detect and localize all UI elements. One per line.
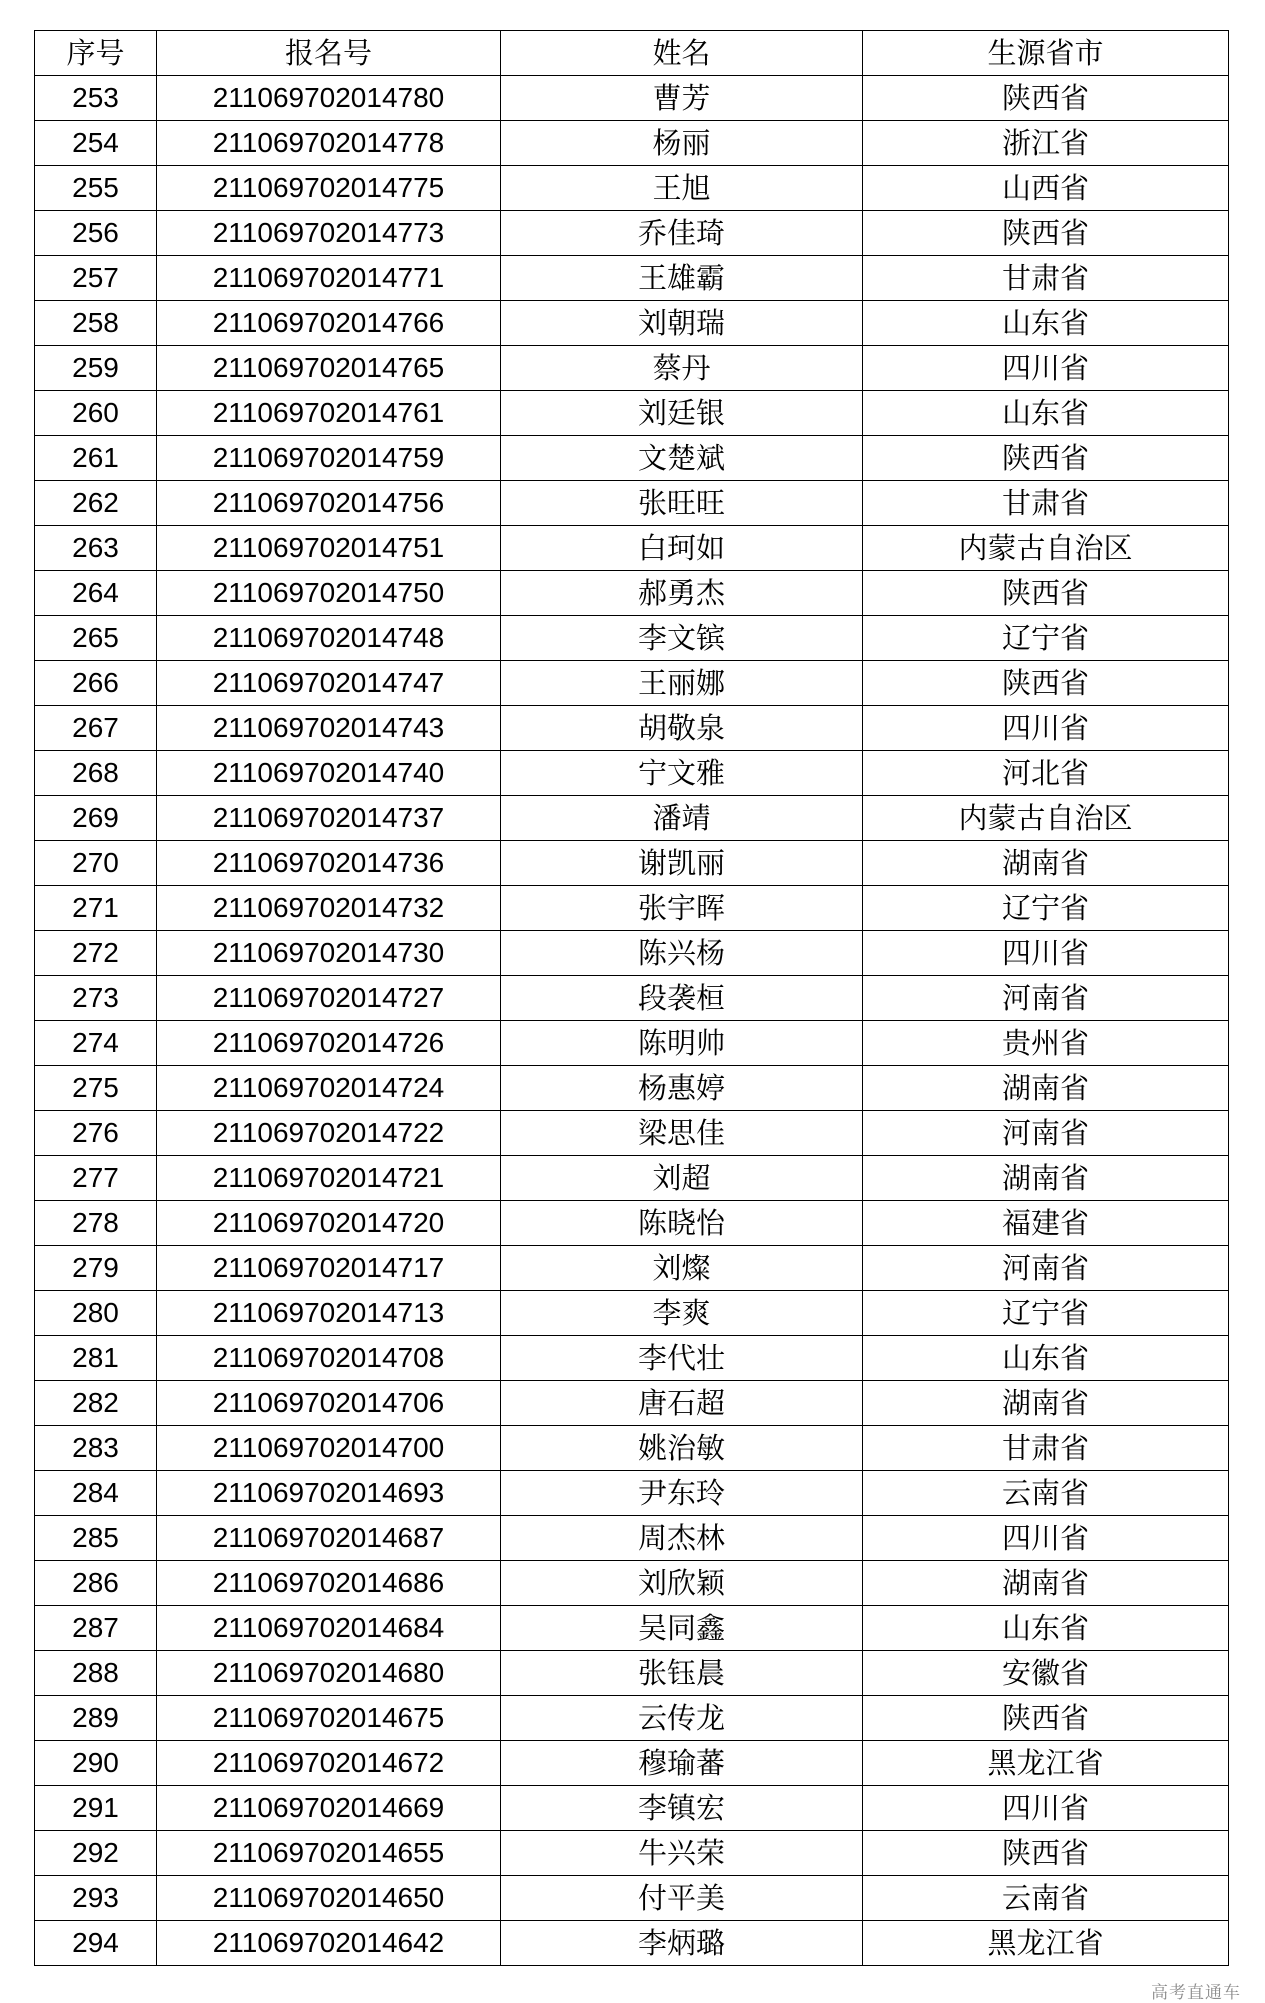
registration-number-cell: 211069702014680	[157, 1651, 501, 1696]
serial-number-cell: 261	[35, 436, 157, 481]
registration-number-cell: 211069702014687	[157, 1516, 501, 1561]
table-row	[35, 1561, 1229, 1606]
name-cell: 王旭	[501, 166, 863, 211]
origin-province-cell: 四川省	[863, 1786, 1229, 1831]
serial-number-cell: 258	[35, 301, 157, 346]
serial-number-cell: 288	[35, 1651, 157, 1696]
origin-province-cell: 湖南省	[863, 841, 1229, 886]
registration-number-cell: 211069702014642	[157, 1921, 501, 1966]
registration-number-cell: 211069702014773	[157, 211, 501, 256]
origin-province-cell: 黑龙江省	[863, 1741, 1229, 1786]
origin-province-cell: 甘肃省	[863, 481, 1229, 526]
serial-number-cell: 283	[35, 1426, 157, 1471]
registration-number-cell: 211069702014721	[157, 1156, 501, 1201]
table-row	[35, 796, 1229, 841]
registration-number-cell: 211069702014759	[157, 436, 501, 481]
origin-province-cell: 陕西省	[863, 571, 1229, 616]
header-name: 姓名	[501, 31, 863, 76]
name-cell: 牛兴荣	[501, 1831, 863, 1876]
header-registration-number: 报名号	[157, 31, 501, 76]
name-cell: 杨丽	[501, 121, 863, 166]
registration-number-cell: 211069702014732	[157, 886, 501, 931]
table-row	[35, 706, 1229, 751]
registration-number-cell: 211069702014780	[157, 76, 501, 121]
name-cell: 穆瑜蕃	[501, 1741, 863, 1786]
name-cell: 王雄霸	[501, 256, 863, 301]
table-row	[35, 1876, 1229, 1921]
name-cell: 李镇宏	[501, 1786, 863, 1831]
name-cell: 付平美	[501, 1876, 863, 1921]
registration-number-cell: 211069702014761	[157, 391, 501, 436]
serial-number-cell: 285	[35, 1516, 157, 1561]
serial-number-cell: 282	[35, 1381, 157, 1426]
name-cell: 蔡丹	[501, 346, 863, 391]
name-cell: 尹东玲	[501, 1471, 863, 1516]
serial-number-cell: 270	[35, 841, 157, 886]
name-cell: 云传龙	[501, 1696, 863, 1741]
origin-province-cell: 云南省	[863, 1876, 1229, 1921]
origin-province-cell: 山东省	[863, 391, 1229, 436]
name-cell: 陈明帅	[501, 1021, 863, 1066]
registration-number-cell: 211069702014756	[157, 481, 501, 526]
origin-province-cell: 陕西省	[863, 1831, 1229, 1876]
serial-number-cell: 292	[35, 1831, 157, 1876]
serial-number-cell: 253	[35, 76, 157, 121]
serial-number-cell: 277	[35, 1156, 157, 1201]
registration-number-cell: 211069702014747	[157, 661, 501, 706]
origin-province-cell: 河北省	[863, 751, 1229, 796]
serial-number-cell: 281	[35, 1336, 157, 1381]
table-row	[35, 1786, 1229, 1831]
serial-number-cell: 291	[35, 1786, 157, 1831]
origin-province-cell: 陕西省	[863, 76, 1229, 121]
origin-province-cell: 辽宁省	[863, 616, 1229, 661]
serial-number-cell: 265	[35, 616, 157, 661]
serial-number-cell: 294	[35, 1921, 157, 1966]
origin-province-cell: 安徽省	[863, 1651, 1229, 1696]
table-row	[35, 931, 1229, 976]
table-row	[35, 436, 1229, 481]
serial-number-cell: 256	[35, 211, 157, 256]
serial-number-cell: 260	[35, 391, 157, 436]
registration-number-cell: 211069702014775	[157, 166, 501, 211]
registration-number-cell: 211069702014778	[157, 121, 501, 166]
serial-number-cell: 257	[35, 256, 157, 301]
serial-number-cell: 259	[35, 346, 157, 391]
registration-number-cell: 211069702014722	[157, 1111, 501, 1156]
registration-number-cell: 211069702014686	[157, 1561, 501, 1606]
origin-province-cell: 湖南省	[863, 1381, 1229, 1426]
name-cell: 李爽	[501, 1291, 863, 1336]
origin-province-cell: 山东省	[863, 1336, 1229, 1381]
name-cell: 宁文雅	[501, 751, 863, 796]
table-row	[35, 256, 1229, 301]
serial-number-cell: 280	[35, 1291, 157, 1336]
registration-number-cell: 211069702014726	[157, 1021, 501, 1066]
name-cell: 文楚斌	[501, 436, 863, 481]
registration-number-cell: 211069702014675	[157, 1696, 501, 1741]
serial-number-cell: 263	[35, 526, 157, 571]
registration-number-cell: 211069702014655	[157, 1831, 501, 1876]
origin-province-cell: 浙江省	[863, 121, 1229, 166]
table-row	[35, 661, 1229, 706]
registration-number-cell: 211069702014740	[157, 751, 501, 796]
table-row	[35, 391, 1229, 436]
table-row	[35, 1696, 1229, 1741]
serial-number-cell: 287	[35, 1606, 157, 1651]
origin-province-cell: 黑龙江省	[863, 1921, 1229, 1966]
origin-province-cell: 陕西省	[863, 1696, 1229, 1741]
name-cell: 陈晓怡	[501, 1201, 863, 1246]
origin-province-cell: 湖南省	[863, 1561, 1229, 1606]
serial-number-cell: 271	[35, 886, 157, 931]
name-cell: 张旺旺	[501, 481, 863, 526]
table-row	[35, 616, 1229, 661]
registration-number-cell: 211069702014672	[157, 1741, 501, 1786]
name-cell: 刘廷银	[501, 391, 863, 436]
name-cell: 刘超	[501, 1156, 863, 1201]
origin-province-cell: 河南省	[863, 976, 1229, 1021]
name-cell: 李炳璐	[501, 1921, 863, 1966]
table-row	[35, 526, 1229, 571]
origin-province-cell: 山西省	[863, 166, 1229, 211]
origin-province-cell: 内蒙古自治区	[863, 526, 1229, 571]
registration-number-cell: 211069702014766	[157, 301, 501, 346]
registration-number-cell: 211069702014700	[157, 1426, 501, 1471]
serial-number-cell: 262	[35, 481, 157, 526]
name-cell: 李代壮	[501, 1336, 863, 1381]
origin-province-cell: 山东省	[863, 1606, 1229, 1651]
name-cell: 曹芳	[501, 76, 863, 121]
serial-number-cell: 255	[35, 166, 157, 211]
origin-province-cell: 河南省	[863, 1246, 1229, 1291]
serial-number-cell: 275	[35, 1066, 157, 1111]
registration-number-cell: 211069702014713	[157, 1291, 501, 1336]
serial-number-cell: 268	[35, 751, 157, 796]
watermark-text: 高考直通车	[1151, 1983, 1241, 2003]
table-row	[35, 1156, 1229, 1201]
table-row	[35, 1336, 1229, 1381]
origin-province-cell: 陕西省	[863, 436, 1229, 481]
table-row	[35, 1021, 1229, 1066]
table-body	[35, 76, 1229, 1966]
origin-province-cell: 河南省	[863, 1111, 1229, 1156]
name-cell: 李文镔	[501, 616, 863, 661]
origin-province-cell: 内蒙古自治区	[863, 796, 1229, 841]
table-row	[35, 571, 1229, 616]
origin-province-cell: 甘肃省	[863, 1426, 1229, 1471]
registration-number-cell: 211069702014751	[157, 526, 501, 571]
serial-number-cell: 289	[35, 1696, 157, 1741]
name-cell: 郝勇杰	[501, 571, 863, 616]
table-row	[35, 976, 1229, 1021]
registration-number-cell: 211069702014717	[157, 1246, 501, 1291]
name-cell: 姚治敏	[501, 1426, 863, 1471]
registration-number-cell: 211069702014743	[157, 706, 501, 751]
table-row	[35, 1381, 1229, 1426]
registration-number-cell: 211069702014720	[157, 1201, 501, 1246]
serial-number-cell: 266	[35, 661, 157, 706]
registration-number-cell: 211069702014693	[157, 1471, 501, 1516]
name-cell: 刘燦	[501, 1246, 863, 1291]
name-cell: 谢凯丽	[501, 841, 863, 886]
origin-province-cell: 福建省	[863, 1201, 1229, 1246]
serial-number-cell: 284	[35, 1471, 157, 1516]
table-row	[35, 1111, 1229, 1156]
registration-number-cell: 211069702014730	[157, 931, 501, 976]
table-row	[35, 1606, 1229, 1651]
origin-province-cell: 四川省	[863, 706, 1229, 751]
name-cell: 潘靖	[501, 796, 863, 841]
origin-province-cell: 湖南省	[863, 1156, 1229, 1201]
name-cell: 张宇晖	[501, 886, 863, 931]
name-cell: 唐石超	[501, 1381, 863, 1426]
table-header-row	[35, 31, 1229, 76]
table-row	[35, 121, 1229, 166]
table-row	[35, 1066, 1229, 1111]
name-cell: 胡敬泉	[501, 706, 863, 751]
table-row	[35, 1471, 1229, 1516]
origin-province-cell: 四川省	[863, 346, 1229, 391]
name-cell: 杨惠婷	[501, 1066, 863, 1111]
table-row	[35, 886, 1229, 931]
table-row	[35, 1921, 1229, 1966]
table-row	[35, 1831, 1229, 1876]
name-cell: 刘欣颖	[501, 1561, 863, 1606]
serial-number-cell: 272	[35, 931, 157, 976]
serial-number-cell: 254	[35, 121, 157, 166]
registration-number-cell: 211069702014737	[157, 796, 501, 841]
registration-number-cell: 211069702014669	[157, 1786, 501, 1831]
name-cell: 梁思佳	[501, 1111, 863, 1156]
table-row	[35, 1291, 1229, 1336]
serial-number-cell: 276	[35, 1111, 157, 1156]
table-row	[35, 1426, 1229, 1471]
registration-number-cell: 211069702014736	[157, 841, 501, 886]
registration-number-cell: 211069702014684	[157, 1606, 501, 1651]
name-cell: 张钰晨	[501, 1651, 863, 1696]
name-cell: 王丽娜	[501, 661, 863, 706]
registration-number-cell: 211069702014771	[157, 256, 501, 301]
origin-province-cell: 山东省	[863, 301, 1229, 346]
registration-number-cell: 211069702014708	[157, 1336, 501, 1381]
serial-number-cell: 267	[35, 706, 157, 751]
registration-number-cell: 211069702014748	[157, 616, 501, 661]
origin-province-cell: 云南省	[863, 1471, 1229, 1516]
origin-province-cell: 贵州省	[863, 1021, 1229, 1066]
name-cell: 周杰林	[501, 1516, 863, 1561]
origin-province-cell: 陕西省	[863, 661, 1229, 706]
serial-number-cell: 293	[35, 1876, 157, 1921]
registration-number-cell: 211069702014706	[157, 1381, 501, 1426]
registration-number-cell: 211069702014727	[157, 976, 501, 1021]
table-row	[35, 1246, 1229, 1291]
table-row	[35, 751, 1229, 796]
name-cell: 陈兴杨	[501, 931, 863, 976]
table-row	[35, 1201, 1229, 1246]
origin-province-cell: 辽宁省	[863, 1291, 1229, 1336]
table-row	[35, 301, 1229, 346]
table-row	[35, 211, 1229, 256]
name-cell: 白珂如	[501, 526, 863, 571]
origin-province-cell: 四川省	[863, 1516, 1229, 1561]
table-row	[35, 841, 1229, 886]
origin-province-cell: 甘肃省	[863, 256, 1229, 301]
header-serial-number: 序号	[35, 31, 157, 76]
serial-number-cell: 264	[35, 571, 157, 616]
header-origin-province: 生源省市	[863, 31, 1229, 76]
serial-number-cell: 273	[35, 976, 157, 1021]
name-cell: 刘朝瑞	[501, 301, 863, 346]
admission-roster-table	[34, 30, 1229, 1966]
table-row	[35, 1516, 1229, 1561]
origin-province-cell: 湖南省	[863, 1066, 1229, 1111]
serial-number-cell: 278	[35, 1201, 157, 1246]
serial-number-cell: 274	[35, 1021, 157, 1066]
serial-number-cell: 290	[35, 1741, 157, 1786]
registration-number-cell: 211069702014724	[157, 1066, 501, 1111]
serial-number-cell: 279	[35, 1246, 157, 1291]
name-cell: 乔佳琦	[501, 211, 863, 256]
table-row	[35, 1651, 1229, 1696]
origin-province-cell: 陕西省	[863, 211, 1229, 256]
serial-number-cell: 286	[35, 1561, 157, 1606]
origin-province-cell: 辽宁省	[863, 886, 1229, 931]
table-row	[35, 166, 1229, 211]
table-row	[35, 481, 1229, 526]
name-cell: 段袭桓	[501, 976, 863, 1021]
serial-number-cell: 269	[35, 796, 157, 841]
registration-number-cell: 211069702014650	[157, 1876, 501, 1921]
table-row	[35, 346, 1229, 391]
registration-number-cell: 211069702014765	[157, 346, 501, 391]
registration-number-cell: 211069702014750	[157, 571, 501, 616]
table-row	[35, 76, 1229, 121]
name-cell: 吴同鑫	[501, 1606, 863, 1651]
table-row	[35, 1741, 1229, 1786]
origin-province-cell: 四川省	[863, 931, 1229, 976]
